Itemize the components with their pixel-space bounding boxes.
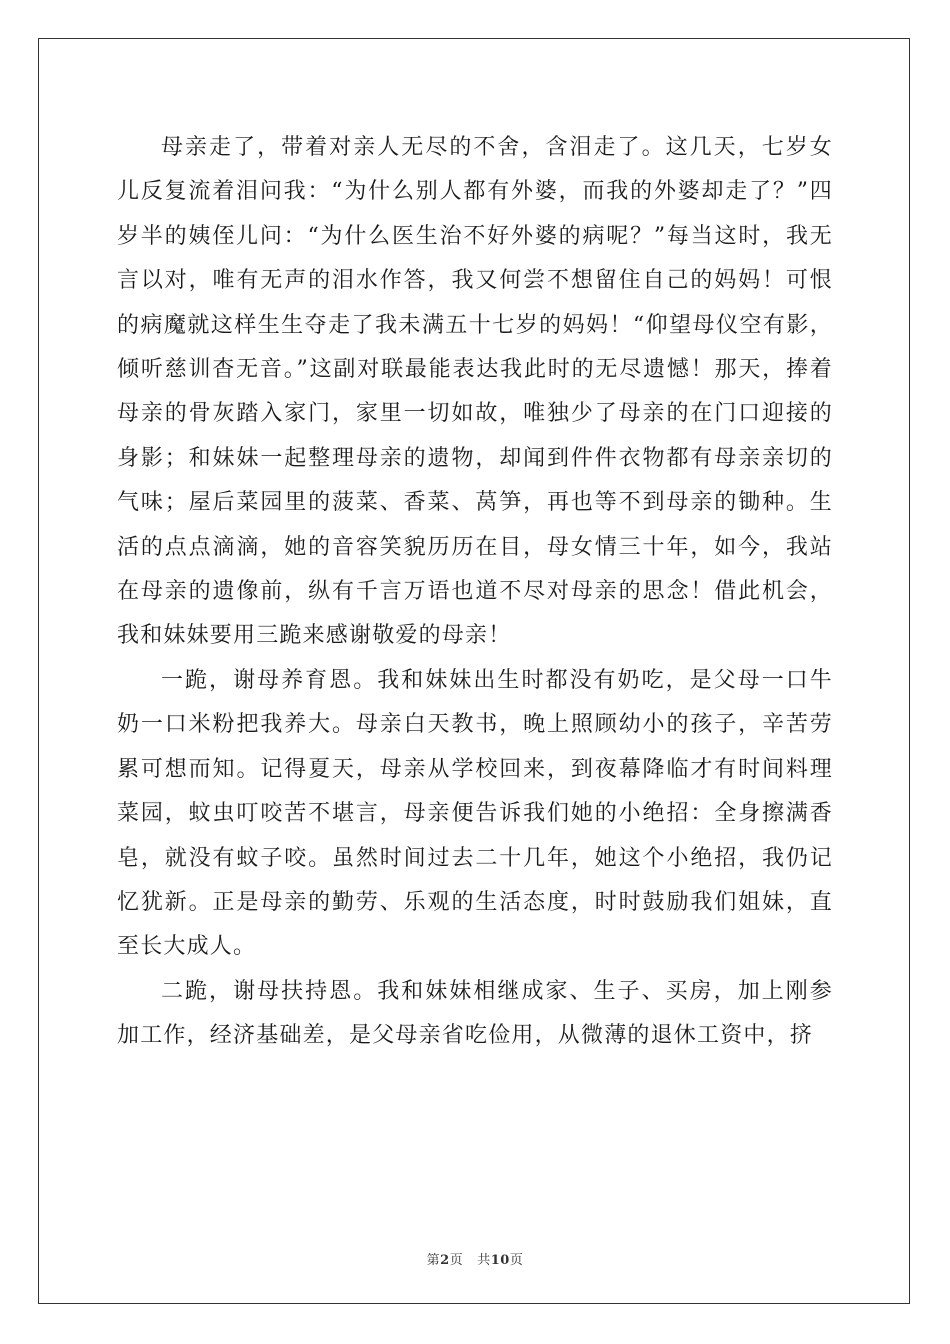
total-suffix: 页 bbox=[509, 1253, 524, 1268]
page-suffix: 页 bbox=[449, 1253, 464, 1268]
document-body bbox=[117, 126, 833, 1059]
paragraph-2: 一跪，谢母养育恩。我和妹妹出生时都没有奶吃，是父母一口牛奶一口米粉把我养大。母亲白天教书，晚上照顾幼小的孩子，辛苦劳累可想而知。记得夏天，母亲从学校回来，到夜幕降临才有时间料理菜园，蚊虫叮咬苦不堪言，母亲便告诉我们她的小绝招：全身擦满香皂，就没有蚊子咬。虽然时间过去二十几年，她这个小绝招，我仍记忆犹新。正是母亲的勤劳、乐观的生活态度，时时鼓励我们姐妹，直至长大成人。 bbox=[117, 667, 833, 960]
page-prefix: 第 bbox=[426, 1253, 441, 1268]
paragraph-3: 二跪，谢母扶持恩。我和妹妹相继成家、生子、买房，加上刚参加工作，经济基础差，是父母亲省吃俭用，从微薄的退休工资中，挤 bbox=[117, 978, 833, 1049]
page-number: 2 bbox=[440, 1253, 450, 1268]
total-pages: 10 bbox=[490, 1253, 510, 1268]
total-prefix: 共 bbox=[477, 1253, 491, 1268]
paragraph-1: 母亲走了，带着对亲人无尽的不舍，含泪走了。这几天，七岁女儿反复流着泪问我：“为什么别人都有外婆，而我的外婆却走了？”四岁半的姨侄儿问：“为什么医生治不好外婆的病呢？”每当这时，我无言以对，唯有无声的泪水作答，我又何尝不想留住自己的妈妈！可恨的病魔就这样生生夺走了我未满五十七岁的妈妈！“仰望母仪空有影，倾听慈训杳无音。”这副对联最能表达我此时的无尽遗憾！那天，捧着母亲的骨灰踏入家门，家里一切如故，唯独少了母亲的在门口迎接的身影；和妹妹一起整理母亲的遗物，却闻到件件衣物都有母亲亲切的气味；屋后菜园里的菠菜、香菜、莴笋，再也等不到母亲的锄种。生活的点点滴滴，她的音容笑貌历历在目，母女情三十年，如今，我站在母亲的遗像前，纵有千言万语也道不尽对母亲的思念！借此机会，我和妹妹要用三跪来感谢敬爱的母亲！ bbox=[117, 135, 833, 649]
page-footer bbox=[0, 1249, 950, 1268]
